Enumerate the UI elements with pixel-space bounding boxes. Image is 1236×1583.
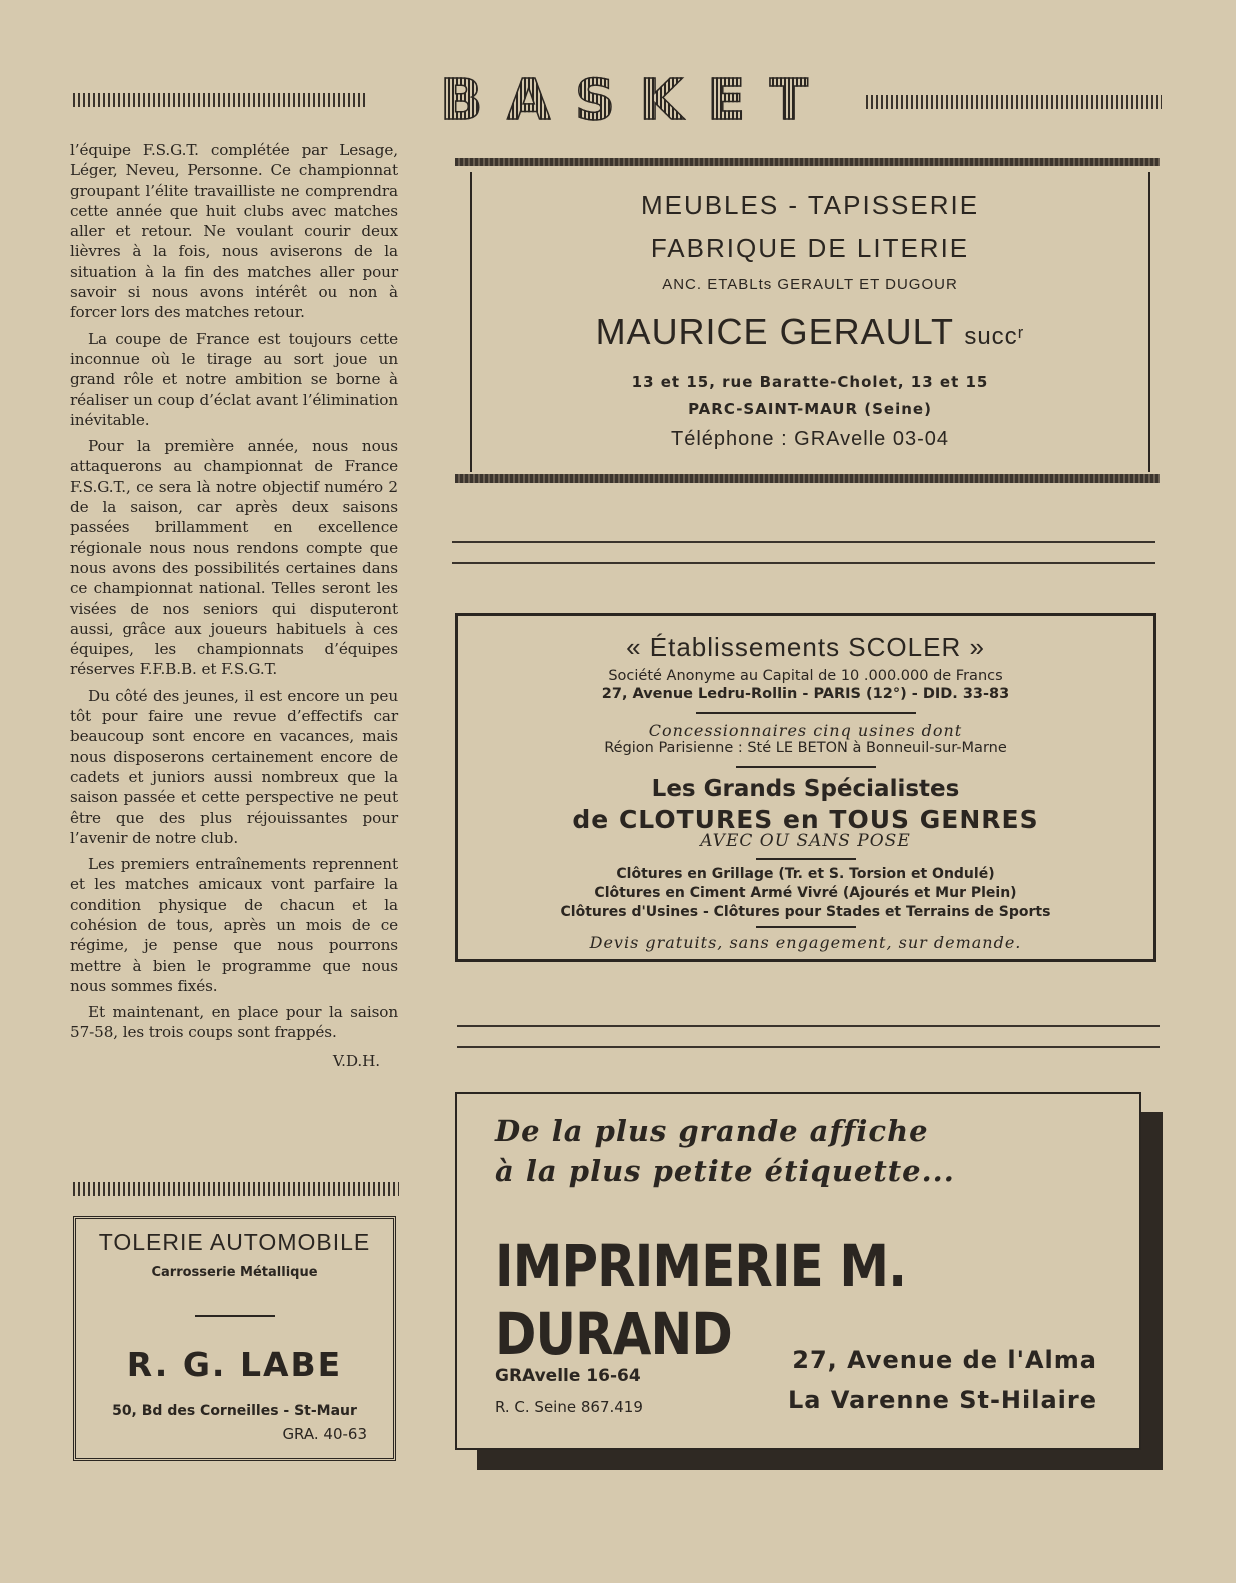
ad-scoler-headline3: AVEC OU SANS POSE: [700, 831, 911, 851]
ad-gerault-city: PARC-SAINT-MAUR (Seine): [688, 400, 932, 418]
ad-labe-line1: TOLERIE AUTOMOBILE: [98, 1229, 371, 1255]
ad-scoler-concession: Concessionnaires cinq usines dont: [648, 721, 963, 740]
ad-labe-name: R. G. LABE: [126, 1345, 343, 1384]
ad-scoler-address: 27, Avenue Ledru-Rollin - PARIS (12°) - DID. 33-83: [601, 686, 1010, 702]
ad-gerault-name-row: [472, 311, 1148, 353]
ad-gerault-suffix: succʳ: [964, 323, 1025, 350]
masthead-letter: A: [507, 67, 553, 133]
article-paragraph: La coupe de France est toujours cette inconnue où le tirage au sort joue un grand rôle et notre ambition se borne à réaliser un coup d’éclat avant l’élimination inévitable.: [70, 329, 398, 429]
ad-scoler-headline2: de CLOTURES en TOUS GENRES: [572, 805, 1039, 834]
masthead-letter: K: [639, 67, 685, 133]
ad-scoler-divider: [736, 766, 876, 768]
ad-gerault-bottom-bar: [455, 474, 1160, 483]
ad-scoler-item: Clôtures en Grillage (Tr. et S. Torsion et Ondulé): [616, 866, 995, 882]
masthead-letter: B: [440, 67, 485, 133]
article-paragraph: l’équipe F.S.G.T. complétée par Lesage, Léger, Neveu, Personne. Ce championnat groupant l’élite travailliste ne comprendra cette année que huit clubs avec matches aller et retour. Ne voulant courir deux lièvres à la fois, nous aviserons de la situation à la fin des matches aller pour savoir si nous avons intérêt ou non à forcer lors des matches retour.: [70, 141, 398, 322]
masthead-letter: S: [574, 67, 618, 133]
article-paragraph: Et maintenant, en place pour la saison 57-58, les trois coups sont frappés.: [70, 1003, 398, 1042]
ad-scoler-title: « Établissements SCOLER »: [626, 632, 985, 662]
ad-labe-divider: [195, 1315, 275, 1317]
column-divider-hatch: [73, 1182, 399, 1196]
ad-gerault: [470, 172, 1150, 472]
ad-durand-rc: R. C. Seine 867.419: [495, 1398, 643, 1416]
article-paragraph: Du côté des jeunes, il est encore un peu tôt pour faire une revue d’effectifs car beaucoup sont encore en vacances, mais nous disposerons certainement encore de cadets et juniors aussi nombreux que la saison passée et cette perspective ne peut être que des plus réjouissantes pour l’avenir de notre club.: [70, 686, 398, 847]
ad-durand-address2: La Varenne St-Hilaire: [787, 1386, 1097, 1414]
article-paragraph: Pour la première année, nous nous attaquerons au championnat de France F.S.G.T., ce sera là notre objectif numéro 2 de la saison, car après deux saisons passées brillamment en excellence régionale nous nous rendons compte que nous avons des possibilités certaines dans ce championnat national. Telles seront les visées de nos seniors qui disputeront aussi, grâce aux joueurs habituels à ces équipes, les championnats d’équipes réserves F.F.B.B. et F.S.G.T.: [70, 437, 398, 679]
ad-gerault-phone: Téléphone : GRAvelle 03-04: [670, 428, 949, 450]
ad-gerault-line2: FABRIQUE DE LITERIE: [650, 233, 970, 263]
header-hatch-left: [73, 93, 366, 107]
separator-rule: [452, 541, 1155, 543]
ad-labe-phone: GRA. 40-63: [282, 1425, 367, 1443]
separator-rule: [457, 1025, 1160, 1027]
ad-gerault-line3: ANC. ETABLts GERAULT ET DUGOUR: [662, 276, 958, 293]
masthead-letter: E: [707, 67, 748, 133]
ad-scoler-divider: [756, 926, 856, 928]
ad-labe: [73, 1216, 396, 1461]
separator-rule: [452, 562, 1155, 564]
ad-scoler-headline1: Les Grands Spécialistes: [651, 776, 960, 802]
ad-scoler-item: Clôtures d'Usines - Clôtures pour Stades et Terrains de Sports: [560, 904, 1051, 920]
ad-scoler-divider: [696, 712, 916, 714]
ad-scoler: [455, 613, 1156, 962]
ad-labe-address: 50, Bd des Corneilles - St-Maur: [112, 1403, 357, 1419]
ad-durand-name: IMPRIMERIE M. DURAND: [495, 1232, 907, 1368]
article-signature: V.D.H.: [332, 1051, 380, 1070]
masthead-title: [440, 67, 810, 133]
ad-gerault-line1: MEUBLES - TAPISSERIE: [640, 190, 980, 220]
separator-rule: [457, 1046, 1160, 1048]
ad-durand: [455, 1092, 1141, 1450]
ad-durand-slogan2: à la plus petite étiquette...: [495, 1154, 955, 1188]
article-paragraph: Les premiers entraînements reprennent et les matches amicaux vont parfaire la condition physique de chacun et la cohésion de tous, après un mois de ce régime, je pense que nous pourrons mettre à bien le programme que nous nous sommes fixés.: [70, 855, 398, 995]
ad-scoler-region: Région Parisienne : Sté LE BETON à Bonneuil-sur-Marne: [604, 740, 1007, 756]
article-column: [70, 140, 398, 1077]
ad-durand-slogan1: De la plus grande affiche: [495, 1114, 929, 1148]
masthead-letter: T: [769, 67, 810, 133]
ad-labe-line2: Carrosserie Métallique: [151, 1265, 318, 1280]
ad-durand-phone: GRAvelle 16-64: [495, 1366, 641, 1386]
header-hatch-right: [866, 95, 1162, 109]
ad-gerault-name: MAURICE GERAULT: [595, 311, 954, 352]
ad-scoler-footer: Devis gratuits, sans engagement, sur demande.: [589, 933, 1022, 952]
ad-gerault-address: 13 et 15, rue Baratte-Cholet, 13 et 15: [631, 373, 989, 391]
ad-gerault-top-bar: [455, 158, 1160, 166]
ad-scoler-capital: Société Anonyme au Capital de 10 .000.000 de Francs: [608, 668, 1003, 684]
ad-scoler-item: Clôtures en Ciment Armé Vivré (Ajourés et Mur Plein): [594, 885, 1017, 901]
ad-durand-address1: 27, Avenue de l'Alma: [792, 1346, 1097, 1374]
ad-scoler-divider: [756, 858, 856, 860]
